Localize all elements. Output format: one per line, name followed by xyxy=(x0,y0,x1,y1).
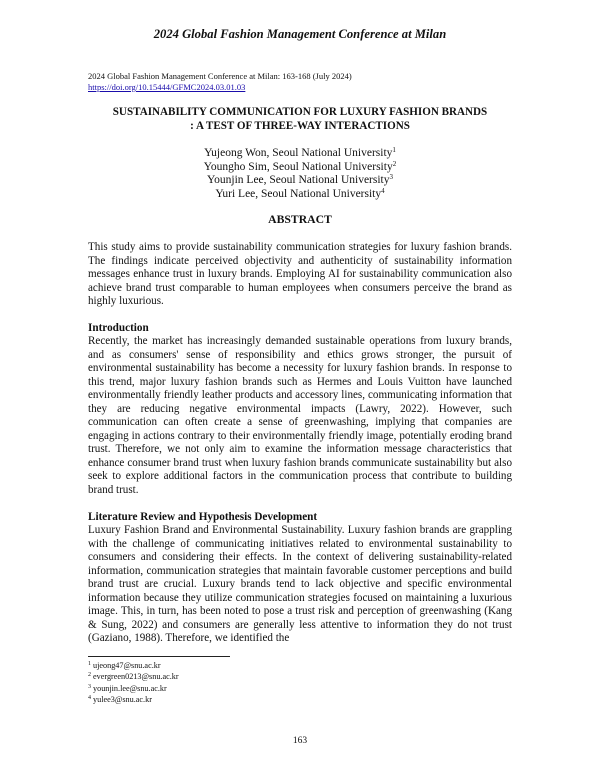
doi-link[interactable]: https://doi.org/10.15444/GFMC2024.03.01.03 xyxy=(88,82,246,92)
footnote: $^3$ younjin.lee@snu.ac.kr xyxy=(88,683,167,693)
citation-line: 2024 Global Fashion Management Conference at Milan: 163-168 (July 2024) xyxy=(88,71,352,81)
author-footnote-mark: 4 xyxy=(381,186,385,195)
conference-header: 2024 Global Fashion Management Conference at Milan xyxy=(153,27,447,41)
citation-block xyxy=(88,71,352,93)
introduction-text: Recently, the market has increasingly demanded sustainable operations from luxury brands, and as consumers' sense of responsibility and ethics grows stronger, the pursuit of environmental sustainability has become a necessity for luxury fashion brands. In response to this trend, major luxury fashion brands such as Hermes and Louis Vuitton have launched environmentally friendly leather products and accessory lines, communicating information that they are reducing negative environmental impacts (Lawry, 2022). However, such communication can often create a sense of greenwashing, implying that companies are engaging in actions contrary to their environmentally friendly image, potentially eroding brand trust. Therefore, we not only aim to examine the information message characteristics that enhance consumer brand trust when luxury fashion brands communicate sustainability but also seek to explore additional factors in the communication process that contribute to building brand trust. xyxy=(88,335,512,497)
footnote: $^2$ evergreen0213@snu.ac.kr xyxy=(88,672,179,682)
author-footnote-mark: 3 xyxy=(389,173,393,182)
paper-title xyxy=(60,106,540,133)
author: Youngho Sim, Seoul National University$^2$ xyxy=(203,159,397,173)
footnote: $^4$ yulee3@snu.ac.kr xyxy=(88,694,152,704)
author-list xyxy=(60,147,540,201)
author: Yujeong Won, Seoul National University$^1$ xyxy=(204,146,396,159)
footnote: $^1$ ujeong47@snu.ac.kr xyxy=(88,661,161,670)
footnote-divider xyxy=(88,656,230,657)
footnotes xyxy=(88,660,179,705)
title-line-2: : A TEST OF THREE-WAY INTERACTIONS xyxy=(190,119,410,132)
page-number: 163 xyxy=(292,736,308,746)
abstract-heading: ABSTRACT xyxy=(268,213,332,226)
author-footnote-mark: 1 xyxy=(392,146,396,154)
author: Yuri Lee, Seoul National University$^4$ xyxy=(215,186,385,200)
author-footnote-mark: 2 xyxy=(392,159,397,168)
abstract-text: This study aims to provide sustainability communication strategies for luxury fashion brands. The findings indicate perceived objectivity and authenticity of sustainability information messages enhance trust in luxury brands. Employing AI for sustainability communication also achieve brand trust comparable to human employees when consumers perceive the brand as highly luxurious. xyxy=(88,241,512,308)
literature-review-text: Luxury Fashion Brand and Environmental Sustainability. Luxury fashion brands are grappling with the challenge of communicating initiatives related to environmental sustainability to consumers and considering their effects. In the context of delivering sustainability-related information, communication strategies that maintain favorable customer perceptions and build brand trust are crucial. Luxury brands tend to lack objective and specific environmental information because they utilize communication strategies focused on maintaining a luxurious image. This, in turn, has been noted to pose a trust risk and perception of greenwashing (Kang & Sung, 2022) and consumers are generally less attentive to information they do not trust (Gaziano, 1988). Therefore, we identified the xyxy=(88,524,512,645)
author: Younjin Lee, Seoul National University$^3$ xyxy=(207,173,393,187)
literature-review-heading: Literature Review and Hypothesis Development xyxy=(88,511,318,523)
introduction-heading: Introduction xyxy=(88,322,149,334)
title-line-1: SUSTAINABILITY COMMUNICATION FOR LUXURY FASHION BRANDS xyxy=(112,106,488,118)
